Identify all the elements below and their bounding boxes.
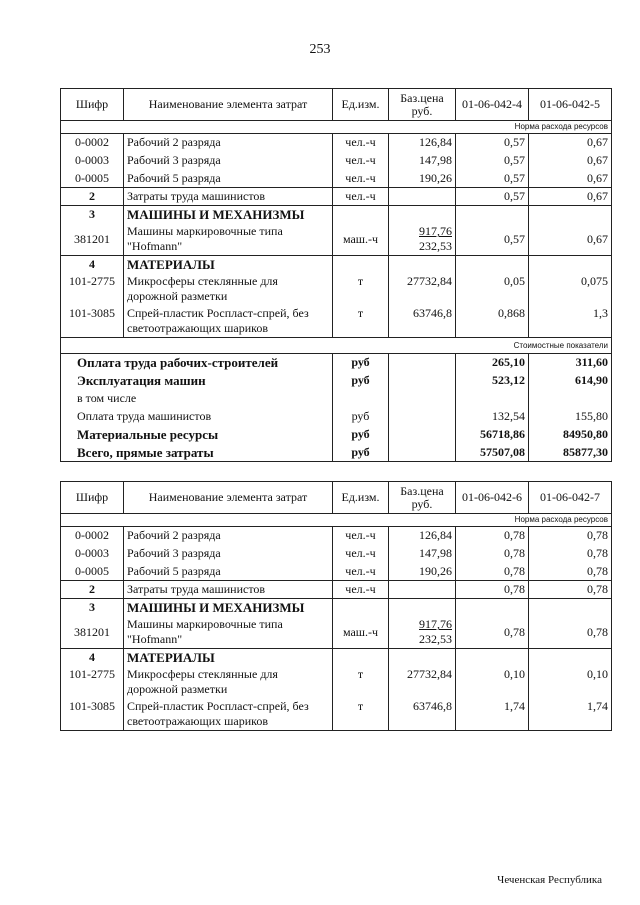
cost-unit [333, 390, 389, 408]
column-header: Наименование элемента затрат [124, 89, 333, 121]
column-header: Наименование элемента затрат [124, 482, 333, 514]
value-cell-1: 0,78 [456, 545, 529, 563]
value-cell-2 [529, 256, 612, 274]
value-cell-1 [456, 256, 529, 274]
price-cell [389, 256, 456, 274]
page-number: 253 [309, 42, 331, 57]
table-row [61, 188, 612, 206]
table-row [61, 224, 612, 256]
value-cell-2: 0,67 [529, 152, 612, 170]
cost-row [61, 390, 612, 408]
price-cell [389, 599, 456, 617]
code-cell: 4 [61, 256, 124, 274]
column-header: 01-06-042-5 [529, 89, 612, 121]
table-row [61, 170, 612, 188]
cost-value-2: 84950,80 [529, 426, 612, 444]
value-cell-1: 0,57 [456, 224, 529, 256]
price-cell: 27732,84 [389, 274, 456, 306]
unit-cell: т [333, 274, 389, 306]
code-cell: 0-0005 [61, 170, 124, 188]
price-cell [389, 224, 456, 256]
code-cell: 101-3085 [61, 306, 124, 338]
table-row [61, 667, 612, 699]
column-header: Шифр [61, 482, 124, 514]
cost-value-2: 614,90 [529, 372, 612, 390]
column-header: Ед.изм. [333, 482, 389, 514]
value-cell-2: 1,74 [529, 699, 612, 731]
value-cell-2: 0,78 [529, 563, 612, 581]
value-cell-1: 0,05 [456, 274, 529, 306]
code-cell: 2 [61, 188, 124, 206]
cost-name: в том числе [77, 391, 137, 405]
value-cell-1: 1,74 [456, 699, 529, 731]
unit-cell: чел.-ч [333, 170, 389, 188]
table-row [61, 649, 612, 667]
cost-empty [389, 390, 456, 408]
cost-row [61, 372, 612, 390]
code-cell: 3 [61, 599, 124, 617]
price-cell: 63746,8 [389, 699, 456, 731]
name-cell: Машины маркировочные типа "Hofmann" [124, 224, 333, 256]
table-row [61, 545, 612, 563]
table-row [61, 527, 612, 545]
code-cell: 0-0003 [61, 152, 124, 170]
value-cell-1: 0,868 [456, 306, 529, 338]
code-cell: 2 [61, 581, 124, 599]
price-value: 917,76 [419, 224, 452, 239]
code-cell: 0-0005 [61, 563, 124, 581]
value-cell-2: 0,67 [529, 188, 612, 206]
price-cell: 147,98 [389, 152, 456, 170]
cost-name: Материальные ресурсы [77, 427, 219, 442]
name-cell: Затраты труда машинистов [124, 188, 333, 206]
code-cell: 3 [61, 206, 124, 224]
table-row [61, 699, 612, 731]
cost-value-1 [456, 390, 529, 408]
cost-unit: руб [333, 372, 389, 390]
cost-row [61, 426, 612, 444]
table-row [61, 581, 612, 599]
value-cell-1: 0,57 [456, 170, 529, 188]
table-row [61, 152, 612, 170]
unit-cell: чел.-ч [333, 134, 389, 152]
column-header: 01-06-042-7 [529, 482, 612, 514]
code-cell: 101-2775 [61, 274, 124, 306]
name-cell: МАТЕРИАЛЫ [124, 649, 333, 667]
value-cell-1: 0,10 [456, 667, 529, 699]
footer-region: Чеченская Республика [497, 874, 602, 886]
unit-cell: маш.-ч [333, 617, 389, 649]
norm-label: Норма расхода ресурсов [61, 514, 612, 527]
value-cell-1 [456, 599, 529, 617]
unit-cell: т [333, 667, 389, 699]
column-header: 01-06-042-4 [456, 89, 529, 121]
value-cell-1 [456, 206, 529, 224]
price-cell: 126,84 [389, 134, 456, 152]
cost-label: Стоимостные показатели [61, 338, 612, 354]
resource-table-2 [60, 481, 612, 731]
table-row [61, 274, 612, 306]
name-cell: Рабочий 3 разряда [124, 545, 333, 563]
code-cell: 0-0002 [61, 134, 124, 152]
unit-cell [333, 599, 389, 617]
value-cell-2: 0,78 [529, 527, 612, 545]
price-cell [389, 581, 456, 599]
cost-empty [389, 372, 456, 390]
value-cell-2: 0,78 [529, 581, 612, 599]
name-cell: Рабочий 5 разряда [124, 170, 333, 188]
value-cell-2 [529, 206, 612, 224]
price-cell: 190,26 [389, 563, 456, 581]
value-cell-2: 0,67 [529, 170, 612, 188]
unit-cell: т [333, 699, 389, 731]
value-cell-2: 0,67 [529, 224, 612, 256]
column-header: Шифр [61, 89, 124, 121]
name-cell: Рабочий 2 разряда [124, 527, 333, 545]
price-cell: 190,26 [389, 170, 456, 188]
table-row [61, 617, 612, 649]
name-cell: Рабочий 5 разряда [124, 563, 333, 581]
value-cell-2: 0,10 [529, 667, 612, 699]
unit-cell: т [333, 306, 389, 338]
cost-row [61, 408, 612, 426]
name-cell: МАШИНЫ И МЕХАНИЗМЫ [124, 206, 333, 224]
name-cell: МАТЕРИАЛЫ [124, 256, 333, 274]
cost-value-1: 265,10 [456, 354, 529, 372]
cost-name: Всего, прямые затраты [77, 444, 214, 460]
resource-table-1 [60, 88, 612, 462]
table-row [61, 563, 612, 581]
unit-cell: чел.-ч [333, 188, 389, 206]
cost-name: Оплата труда рабочих-строителей [77, 355, 279, 371]
cost-unit: руб [333, 444, 389, 462]
cost-value-2 [529, 390, 612, 408]
cost-name: Оплата труда машинистов [77, 409, 212, 423]
unit-cell [333, 256, 389, 274]
norm-label: Норма расхода ресурсов [61, 121, 612, 134]
cost-empty [389, 408, 456, 426]
cost-empty [389, 426, 456, 444]
price-cell: 63746,8 [389, 306, 456, 338]
unit-cell [333, 649, 389, 667]
column-header: Ед.изм. [333, 89, 389, 121]
cost-value-1: 523,12 [456, 372, 529, 390]
column-header: Баз.цена руб. [389, 89, 456, 121]
unit-cell: чел.-ч [333, 581, 389, 599]
code-cell: 381201 [61, 617, 124, 649]
cost-value-2: 85877,30 [529, 444, 612, 462]
cost-unit: руб [333, 354, 389, 372]
cost-name: Эксплуатация машин [77, 373, 206, 388]
name-cell: МАШИНЫ И МЕХАНИЗМЫ [124, 599, 333, 617]
price-machinist-value: 232,53 [419, 239, 452, 254]
cost-row [61, 354, 612, 372]
name-cell: Машины маркировочные типа "Hofmann" [124, 617, 333, 649]
cost-value-2: 155,80 [529, 408, 612, 426]
cost-value-1: 132,54 [456, 408, 529, 426]
price-value: 917,76 [419, 617, 452, 632]
value-cell-2: 0,78 [529, 617, 612, 649]
value-cell-1: 0,78 [456, 581, 529, 599]
cost-empty [389, 354, 456, 372]
value-cell-1: 0,78 [456, 527, 529, 545]
unit-cell: чел.-ч [333, 545, 389, 563]
value-cell-2: 0,075 [529, 274, 612, 306]
name-cell: Затраты труда машинистов [124, 581, 333, 599]
table-row [61, 256, 612, 274]
unit-cell [333, 206, 389, 224]
value-cell-1: 0,78 [456, 563, 529, 581]
cost-empty [389, 444, 456, 462]
price-cell [389, 617, 456, 649]
table-row [61, 206, 612, 224]
unit-cell: чел.-ч [333, 527, 389, 545]
name-cell: Спрей-пластик Роспласт-спрей, без светоотражающих шариков [124, 306, 333, 338]
name-cell: Рабочий 2 разряда [124, 134, 333, 152]
table-row [61, 599, 612, 617]
price-cell: 147,98 [389, 545, 456, 563]
value-cell-2: 0,78 [529, 545, 612, 563]
code-cell: 381201 [61, 224, 124, 256]
code-cell: 0-0003 [61, 545, 124, 563]
price-cell [389, 206, 456, 224]
cost-value-2: 311,60 [529, 354, 612, 372]
value-cell-2 [529, 599, 612, 617]
value-cell-1: 0,57 [456, 152, 529, 170]
code-cell: 101-2775 [61, 667, 124, 699]
value-cell-1: 0,57 [456, 188, 529, 206]
name-cell: Микросферы стеклянные для дорожной разметки [124, 274, 333, 306]
price-cell [389, 188, 456, 206]
value-cell-1: 0,78 [456, 617, 529, 649]
code-cell: 101-3085 [61, 699, 124, 731]
price-cell: 126,84 [389, 527, 456, 545]
table-row [61, 134, 612, 152]
code-cell: 0-0002 [61, 527, 124, 545]
name-cell: Рабочий 3 разряда [124, 152, 333, 170]
value-cell-1 [456, 649, 529, 667]
table-row [61, 306, 612, 338]
value-cell-2 [529, 649, 612, 667]
unit-cell: чел.-ч [333, 152, 389, 170]
cost-unit: руб [333, 426, 389, 444]
price-cell [389, 649, 456, 667]
cost-value-1: 56718,86 [456, 426, 529, 444]
cost-unit: руб [333, 408, 389, 426]
name-cell: Микросферы стеклянные для дорожной разметки [124, 667, 333, 699]
value-cell-2: 0,67 [529, 134, 612, 152]
header-row [61, 89, 612, 121]
header-row [61, 482, 612, 514]
column-header: 01-06-042-6 [456, 482, 529, 514]
price-machinist-value: 232,53 [419, 632, 452, 647]
code-cell: 4 [61, 649, 124, 667]
name-cell: Спрей-пластик Роспласт-спрей, без светоотражающих шариков [124, 699, 333, 731]
unit-cell: чел.-ч [333, 563, 389, 581]
cost-row [61, 444, 612, 462]
price-cell: 27732,84 [389, 667, 456, 699]
cost-value-1: 57507,08 [456, 444, 529, 462]
unit-cell: маш.-ч [333, 224, 389, 256]
value-cell-2: 1,3 [529, 306, 612, 338]
column-header: Баз.цена руб. [389, 482, 456, 514]
value-cell-1: 0,57 [456, 134, 529, 152]
